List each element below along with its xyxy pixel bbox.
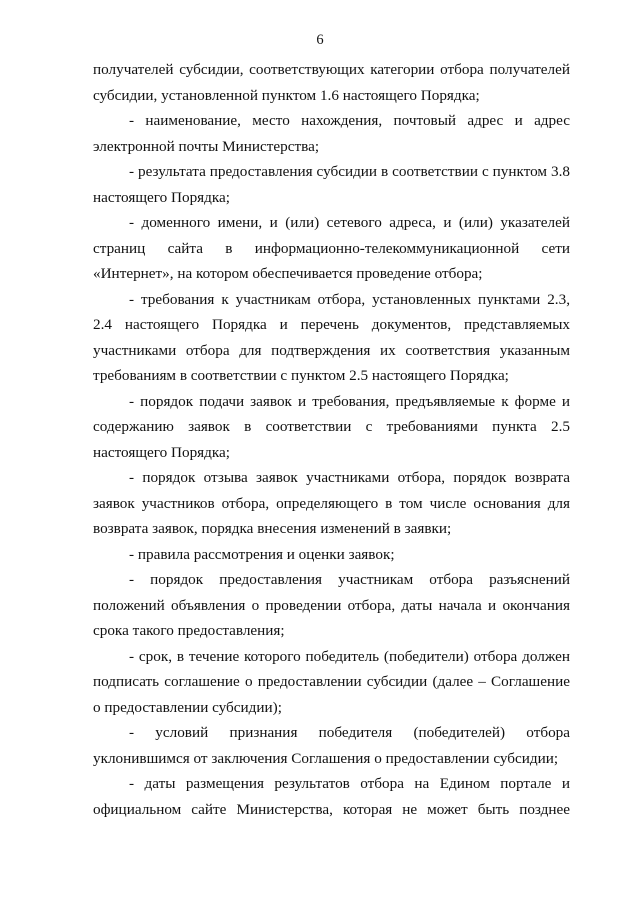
- list-item-agreement-deadline: - срок, в течение которого победитель (победители) отбора должен подписать соглашение о предоставлении субсидии (далее – Соглашение о предоставлении субсидии);: [93, 647, 570, 716]
- list-item-evaluation-rules: - правила рассмотрения и оценки заявок;: [129, 545, 395, 563]
- list-item-domain-name: - доменного имени, и (или) сетевого адреса, и (или) указателей страниц сайта в информационно-телекоммуникационной сети «Интернет», на котором обеспечивается проведение отбора;: [93, 214, 570, 282]
- page-number: 6: [316, 32, 324, 48]
- document-body: [93, 57, 570, 822]
- paragraph-continuation: получателей субсидии, соответствующих категории отбора получателей субсидии, установленной пунктом 1.6 настоящего Порядка;: [93, 61, 570, 104]
- list-item-results-publication: - даты размещения результатов отбора на Едином портале и официальном сайте Министерства, которая не может быть позднее: [93, 775, 570, 818]
- list-item-participant-requirements: - требования к участникам отбора, установленных пунктами 2.3, 2.4 настоящего Порядка и перечень документов, представляемых участниками отбора для подтверждения их соответствия указанным требованиям в соответствии с пунктом 2.5 настоящего Порядка;: [93, 290, 570, 384]
- list-item-application-procedure: - порядок подачи заявок и требования, предъявляемые к форме и содержанию заявок в соответствии с требованиями пункта 2.5 настоящего Порядка;: [93, 392, 570, 461]
- list-item-clarifications: - порядок предоставления участникам отбора разъяснений положений объявления о проведении отбора, даты начала и окончания срока такого предоставления;: [93, 571, 570, 639]
- list-item-subsidy-result: - результата предоставления субсидии в соответствии с пунктом 3.8 настоящего Порядка;: [93, 163, 570, 206]
- list-item-evasion-conditions: - условий признания победителя (победителей) отбора уклонившимся от заключения Соглашения о предоставлении субсидии;: [93, 724, 570, 767]
- list-item-application-withdrawal: - порядок отзыва заявок участниками отбора, порядок возврата заявок участников отбора, определяющего в том числе основания для возврата заявок, порядка внесения изменений в заявки;: [93, 469, 570, 537]
- list-item-ministry-address: - наименование, место нахождения, почтовый адрес и адрес электронной почты Министерства;: [93, 112, 570, 155]
